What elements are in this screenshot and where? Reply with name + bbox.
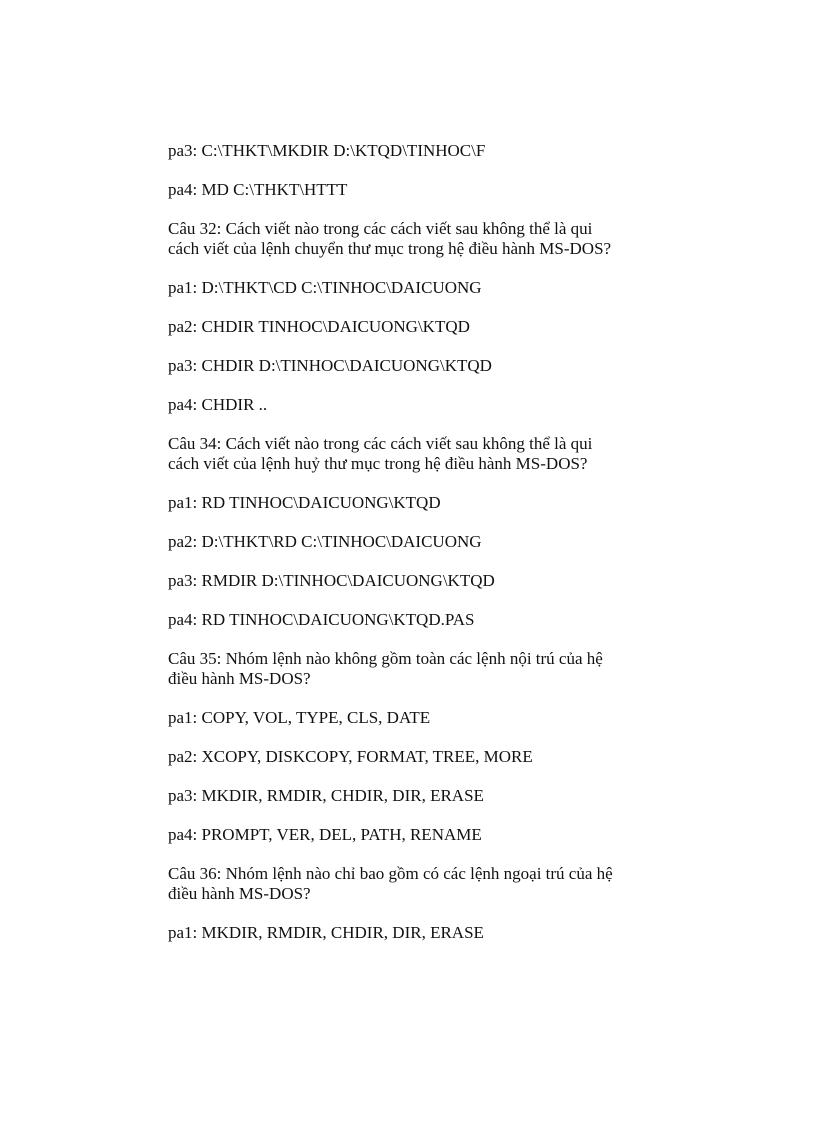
text-line: pa2: CHDIR TINHOC\DAICUONG\KTQD	[168, 317, 470, 336]
text-line: pa3: RMDIR D:\TINHOC\DAICUONG\KTQD	[168, 571, 495, 590]
text-line: cách viết của lệnh chuyển thư mục trong hệ điều hành MS-DOS?	[168, 239, 612, 258]
option-paragraph	[168, 747, 688, 767]
text-line: pa4: PROMPT, VER, DEL, PATH, RENAME	[168, 825, 482, 844]
text-line: pa3: CHDIR D:\TINHOC\DAICUONG\KTQD	[168, 356, 492, 375]
option-paragraph	[168, 825, 688, 845]
text-line: pa1: COPY, VOL, TYPE, CLS, DATE	[168, 708, 431, 727]
option-paragraph	[168, 708, 688, 728]
option-paragraph	[168, 317, 688, 337]
text-line: Câu 35: Nhóm lệnh nào không gồm toàn các lệnh nội trú của hệ	[168, 649, 603, 668]
text-line: pa1: D:\THKT\CD C:\TINHOC\DAICUONG	[168, 278, 482, 297]
text-line: pa2: XCOPY, DISKCOPY, FORMAT, TREE, MORE	[168, 747, 533, 766]
text-line: Câu 36: Nhóm lệnh nào chỉ bao gồm có các lệnh ngoại trú của hệ	[168, 864, 613, 883]
text-line: pa4: CHDIR ..	[168, 395, 268, 414]
text-line: pa3: C:\THKT\MKDIR D:\KTQD\TINHOC\F	[168, 141, 486, 160]
text-line: điều hành MS-DOS?	[168, 884, 311, 903]
option-paragraph	[168, 278, 688, 298]
text-line: pa1: RD TINHOC\DAICUONG\KTQD	[168, 493, 441, 512]
option-paragraph	[168, 180, 688, 200]
text-line: pa4: MD C:\THKT\HTTT	[168, 180, 348, 199]
question-paragraph	[168, 864, 688, 904]
option-paragraph	[168, 571, 688, 591]
document-body	[168, 141, 688, 962]
text-line: pa4: RD TINHOC\DAICUONG\KTQD.PAS	[168, 610, 475, 629]
text-line: Câu 34: Cách viết nào trong các cách viết sau không thể là qui	[168, 434, 593, 453]
option-paragraph	[168, 923, 688, 943]
option-paragraph	[168, 356, 688, 376]
option-paragraph	[168, 395, 688, 415]
option-paragraph	[168, 141, 688, 161]
question-paragraph	[168, 219, 688, 259]
option-paragraph	[168, 532, 688, 552]
text-line: pa3: MKDIR, RMDIR, CHDIR, DIR, ERASE	[168, 786, 484, 805]
text-line: pa2: D:\THKT\RD C:\TINHOC\DAICUONG	[168, 532, 482, 551]
question-paragraph	[168, 649, 688, 689]
text-line: pa1: MKDIR, RMDIR, CHDIR, DIR, ERASE	[168, 923, 484, 942]
text-line: Câu 32: Cách viết nào trong các cách viết sau không thể là qui	[168, 219, 593, 238]
option-paragraph	[168, 493, 688, 513]
question-paragraph	[168, 434, 688, 474]
option-paragraph	[168, 610, 688, 630]
text-line: điều hành MS-DOS?	[168, 669, 311, 688]
text-line: cách viết của lệnh huỷ thư mục trong hệ điều hành MS-DOS?	[168, 454, 588, 473]
option-paragraph	[168, 786, 688, 806]
